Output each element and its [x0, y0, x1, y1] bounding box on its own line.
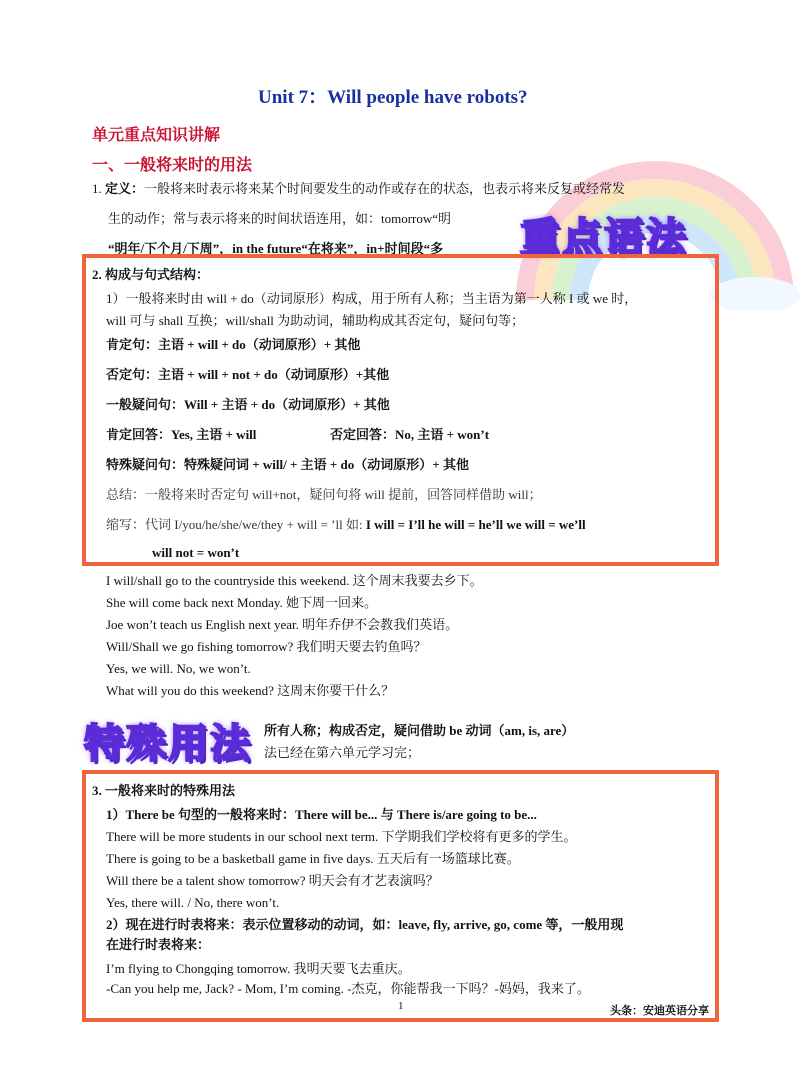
- structure-paragraph-line-2: will 可与 shall 互换；will/shall 为助动词，辅助构成其否定句，疑问句等；: [106, 313, 525, 328]
- abbreviation-wont: will not = won’t: [152, 545, 240, 560]
- abbreviation-line: [106, 516, 586, 534]
- special-example: Yes, there will. / No, there won’t.: [106, 895, 280, 910]
- subsection-heading: 一、一般将来时的用法: [92, 155, 253, 174]
- question-rule: 一般疑问句：Will + 主语 + do（动词原形）+ 其他: [106, 397, 390, 412]
- partial-line-2: 法已经在第六单元学习完；: [264, 745, 421, 760]
- definition-text: 一般将来时表示将来某个时间要发生的动作或存在的状态，也表示将来反复或经常发: [144, 181, 626, 196]
- watermark: 头条：安迪英语分享: [610, 1004, 709, 1017]
- example-line: What will you do this weekend? 这周末你要干什么？: [106, 683, 395, 698]
- no-answer-rule: 否定回答：No, 主语 + won’t: [330, 427, 490, 442]
- example-line: Joe won’t teach us English next year. 明年乔伊不会教我们英语。: [106, 617, 459, 632]
- affirmative-rule: 肯定句：主语 + will + do（动词原形）+ 其他: [106, 337, 361, 352]
- progressive-rule-line-2: 在进行时表将来：: [106, 937, 211, 952]
- special-example: There will be more students in our school next term. 下学期我们学校将有更多的学生。: [106, 829, 577, 844]
- special-usage-heading: 3. 一般将来时的特殊用法: [92, 783, 236, 798]
- section-heading: 单元重点知识讲解: [92, 125, 221, 144]
- structure-heading: 2. 构成与句式结构：: [92, 267, 210, 282]
- example-line: Will/Shall we go fishing tomorrow? 我们明天要去钓鱼吗？: [106, 639, 427, 654]
- progressive-rule-line-1: 2）现在进行时表将来：表示位置移动的动词，如：leave, fly, arrive, go, come 等，一般用现: [106, 917, 624, 932]
- negative-rule: 否定句：主语 + will + not + do（动词原形）+其他: [106, 367, 390, 382]
- item-number: 1.: [92, 181, 102, 196]
- there-be-rule: 1）There be 句型的一般将来时：There will be... 与 There is/are going to be...: [106, 807, 537, 822]
- example-line: Yes, we will. No, we won’t.: [106, 661, 251, 676]
- abbreviation-examples: I will = I’ll he will = he’ll we will = we’ll: [365, 517, 586, 532]
- definition-line-3: “明年/下个月/下周”，in the future“在将来”，in+时间段“多: [108, 241, 444, 256]
- page-number: 1: [398, 1000, 404, 1012]
- definition-line-2: 生的动作；常与表示将来的时间状语连用，如：tomorrow“明: [108, 211, 452, 226]
- special-usage-sticker: 特殊用法: [84, 721, 252, 767]
- example-line: She will come back next Monday. 她下周一回来。: [106, 595, 378, 610]
- wh-question-rule: 特殊疑问句：特殊疑问词 + will/ + 主语 + do（动词原形）+ 其他: [106, 457, 469, 472]
- definition-label: 定义：: [105, 181, 145, 196]
- progressive-example: -Can you help me, Jack? - Mom, I’m coming. -杰克，你能帮我一下吗？-妈妈，我来了。: [106, 981, 590, 996]
- summary-line: 总结：一般将来时否定句 will+not，疑问句将 will 提前，回答同样借助 will；: [106, 487, 542, 502]
- structure-paragraph-line-1: 1）一般将来时由 will + do（动词原形）构成，用于所有人称；当主语为第一人称 I 或 we 时，: [106, 291, 638, 306]
- special-example: Will there be a talent show tomorrow? 明天会有才艺表演吗？: [106, 873, 439, 888]
- yes-answer-rule: 肯定回答：Yes, 主语 + will: [106, 427, 257, 442]
- partial-line-1: 所有人称；构成否定，疑问借助 be 动词（am, is, are）: [264, 723, 575, 738]
- progressive-example: I’m flying to Chongqing tomorrow. 我明天要飞去重庆。: [106, 961, 411, 976]
- key-grammar-sticker: 重点语法: [520, 215, 688, 261]
- page-title: Unit 7：Will people have robots?: [258, 87, 528, 108]
- example-line: I will/shall go to the countryside this weekend. 这个周末我要去乡下。: [106, 573, 483, 588]
- special-example: There is going to be a basketball game in five days. 五天后有一场篮球比赛。: [106, 851, 520, 866]
- definition-line-1: [92, 180, 625, 198]
- abbreviation-prefix: 缩写：代词 I/you/he/she/we/they + will = ’ll 如:: [106, 517, 363, 532]
